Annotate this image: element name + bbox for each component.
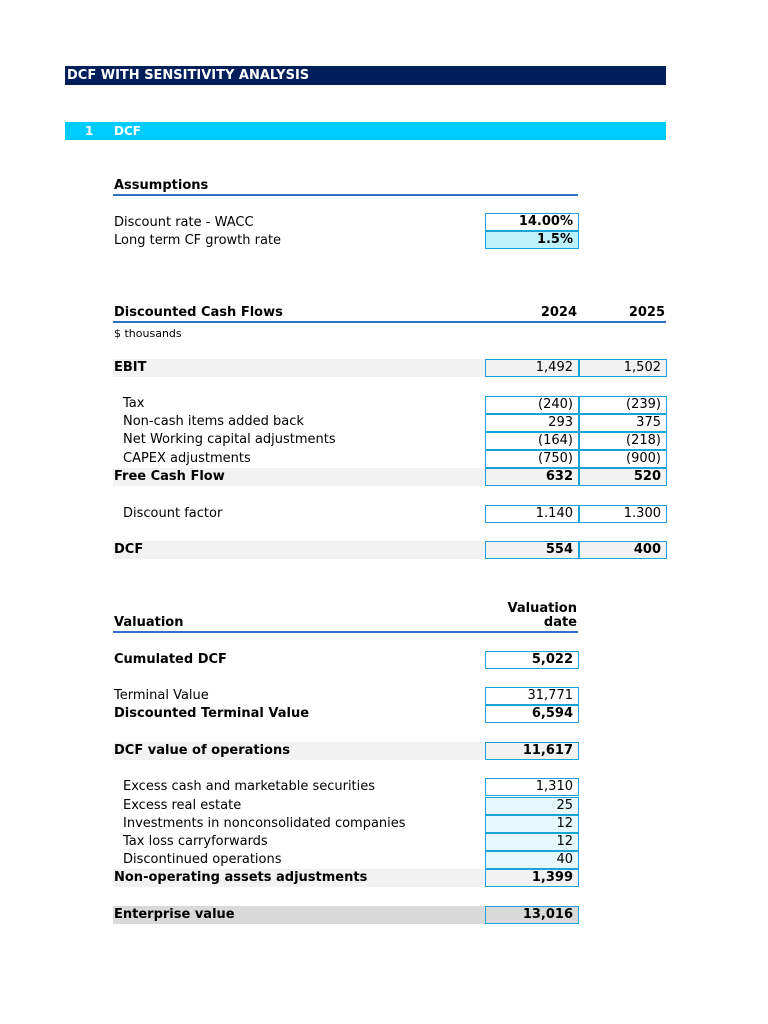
terminal-value-label: Terminal Value — [114, 688, 209, 703]
dcf-row-band — [113, 541, 485, 559]
excess-cash-value[interactable]: 1,310 — [485, 778, 579, 796]
discount-factor-label: Discount factor — [123, 506, 223, 521]
dcf-ops-label: DCF value of operations — [114, 743, 290, 758]
section-number: 1 — [85, 124, 94, 138]
cumulated-dcf-label: Cumulated DCF — [114, 652, 227, 667]
noncash-2025[interactable]: 375 — [579, 414, 667, 432]
section-label: DCF — [114, 124, 141, 138]
capex-2024[interactable]: (750) — [485, 450, 579, 468]
terminal-value-value[interactable]: 31,771 — [485, 687, 579, 705]
discounted-tv-label: Discounted Terminal Value — [114, 706, 310, 721]
dcf-2024[interactable]: 554 — [485, 541, 579, 559]
investments-label: Investments in nonconsolidated companies — [123, 816, 406, 831]
ebit-label: EBIT — [114, 360, 147, 375]
discontinued-ops-label: Discontinued operations — [123, 852, 282, 867]
investments-value[interactable]: 12 — [485, 815, 579, 833]
dcf-header: Discounted Cash Flows — [114, 305, 283, 320]
year-2024-header: 2024 — [540, 305, 577, 320]
valuation-date-header-1: Valuation — [507, 601, 577, 616]
noncash-label: Non-cash items added back — [123, 414, 304, 429]
growth-input[interactable]: 1.5% — [485, 231, 579, 249]
wacc-label: Discount rate - WACC — [114, 215, 254, 230]
dcf-label: DCF — [114, 542, 144, 557]
tax-2024[interactable]: (240) — [485, 396, 579, 414]
discount-factor-2024[interactable]: 1.140 — [485, 505, 579, 523]
discount-factor-2025[interactable]: 1.300 — [579, 505, 667, 523]
tax-label: Tax — [123, 396, 145, 411]
capex-2025[interactable]: (900) — [579, 450, 667, 468]
cumulated-dcf-value[interactable]: 5,022 — [485, 651, 579, 669]
assumptions-header: Assumptions — [114, 178, 209, 193]
growth-label: Long term CF growth rate — [114, 233, 282, 248]
assumptions-rule — [113, 194, 578, 196]
nwc-label: Net Working capital adjustments — [123, 432, 336, 447]
unit-label: $ thousands — [114, 327, 182, 340]
valuation-header: Valuation — [114, 615, 184, 630]
dcf-2025[interactable]: 400 — [579, 541, 667, 559]
non-op-total-value[interactable]: 1,399 — [485, 869, 579, 887]
nwc-2025[interactable]: (218) — [579, 432, 667, 450]
nwc-2024[interactable]: (164) — [485, 432, 579, 450]
dcf-ops-value[interactable]: 11,617 — [485, 742, 579, 760]
fcf-label: Free Cash Flow — [114, 469, 225, 484]
ebit-band — [113, 359, 485, 377]
tax-2025[interactable]: (239) — [579, 396, 667, 414]
ebit-2024[interactable]: 1,492 — [485, 359, 579, 377]
tax-loss-value[interactable]: 12 — [485, 833, 579, 851]
tax-loss-label: Tax loss carryforwards — [123, 834, 268, 849]
excess-real-estate-value[interactable]: 25 — [485, 797, 579, 815]
year-2025-header: 2025 — [628, 305, 665, 320]
section-header — [65, 122, 666, 140]
sheet-title: DCF WITH SENSITIVITY ANALYSIS — [65, 66, 666, 85]
enterprise-value-value[interactable]: 13,016 — [485, 906, 579, 924]
excess-cash-label: Excess cash and marketable securities — [123, 779, 376, 794]
dcf-rule — [113, 321, 666, 323]
discontinued-ops-value[interactable]: 40 — [485, 851, 579, 869]
excess-real-estate-label: Excess real estate — [123, 798, 242, 813]
noncash-2024[interactable]: 293 — [485, 414, 579, 432]
wacc-input[interactable]: 14.00% — [485, 213, 579, 231]
enterprise-value-label: Enterprise value — [114, 907, 235, 922]
discounted-tv-value[interactable]: 6,594 — [485, 705, 579, 723]
fcf-2025[interactable]: 520 — [579, 468, 667, 486]
ebit-2025[interactable]: 1,502 — [579, 359, 667, 377]
fcf-2024[interactable]: 632 — [485, 468, 579, 486]
capex-label: CAPEX adjustments — [123, 451, 251, 466]
non-op-total-label: Non-operating assets adjustments — [114, 870, 368, 885]
valuation-date-header-2: date — [543, 615, 577, 630]
valuation-rule — [113, 631, 578, 633]
